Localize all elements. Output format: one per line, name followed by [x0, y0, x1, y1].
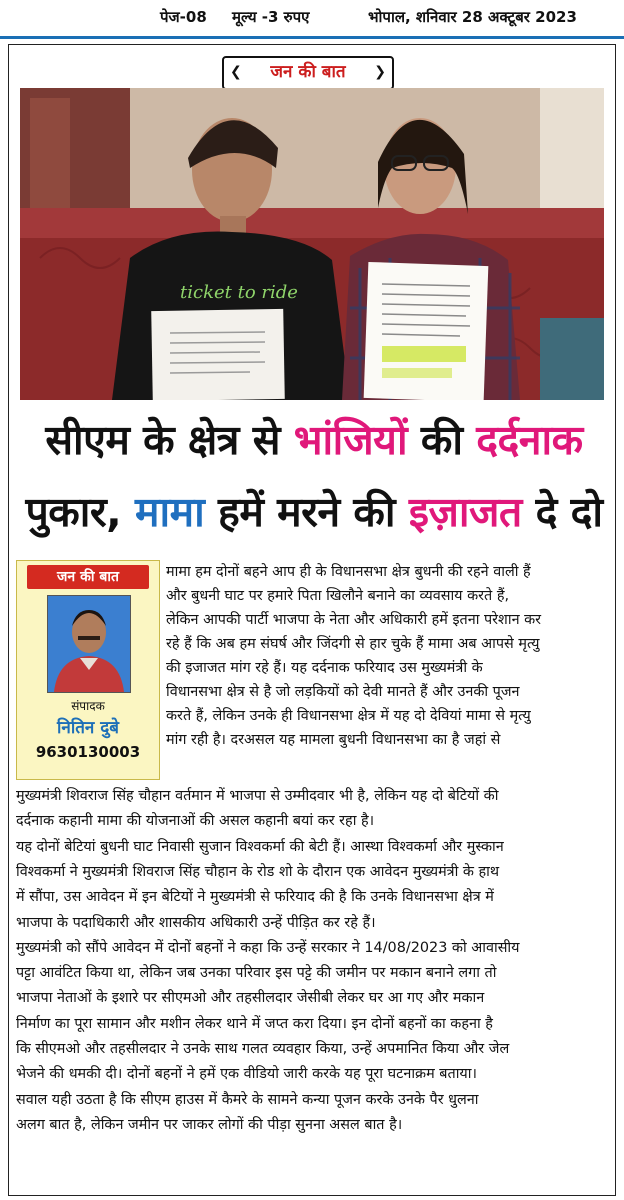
headline-line-1: [14, 412, 614, 468]
left-chevron-icon: ❮: [230, 64, 242, 80]
headline-segment: दे दो: [521, 488, 603, 536]
body-text-line: यह दोनों बेटियां बुधनी घाट निवासी सुजान विश्वकर्मा की बेटी हैं। आस्था विश्वकर्मा और मुस्कान: [16, 838, 504, 855]
editor-box: [16, 560, 160, 780]
body-text-line: सवाल यही उठता है कि सीएम हाउस में कैमरे के सामने कन्या पूजन करके उनके पैर धुलना: [16, 1091, 479, 1108]
body-text-line: मांग रही है। दरअसल यह मामला बुधनी विधानसभा का है जहां से: [166, 732, 501, 748]
news-photo: [20, 88, 604, 400]
editor-role: संपादक: [71, 699, 105, 713]
two-sisters-holding-letters-image: [20, 88, 604, 400]
headline-segment: दर्दनाक: [476, 416, 583, 464]
editor-photo: [47, 595, 131, 693]
headline-segment: हमें मरने की: [204, 488, 409, 536]
body-text-line: मुख्यमंत्री शिवराज सिंह चौहान वर्तमान में भाजपा से उम्मीदवार भी है, लेकिन यह दो बेटियों की: [16, 788, 499, 804]
body-text-line: अलग बात है, लेकिन जमीन पर जाकर लोगों की पीड़ा सुनना असल बात है।: [16, 1116, 403, 1133]
body-text-line: की इजाजत मांग रहे हैं। यह दर्दनाक फरियाद उस मुख्यमंत्री के: [166, 660, 483, 676]
body-text-line: निर्माण का पूरा सामान और मशीन लेकर थाने में जप्त करा दिया। इन दोनों बहनों का कहना है: [16, 1015, 493, 1032]
headline-segment: पुकार,: [25, 488, 135, 536]
headline-segment: मामा: [135, 488, 205, 536]
body-text-line: मुख्यमंत्री को सौंपे आवेदन में दोनों बहनों ने कहा कि उन्हें सरकार ने 14/08/2023 को आवासीय: [16, 939, 520, 956]
editor-phone: 9630130003: [35, 743, 141, 761]
body-text-line: भेजने की धमकी दी। दोनों बहनों ने हमें एक वीडियो जारी करके यह पूरा घटनाक्रम बताया।: [16, 1066, 477, 1083]
headline-segment: की: [407, 416, 477, 464]
headline-segment: इज़ाजत: [408, 488, 522, 536]
masthead: [0, 0, 624, 39]
headline-line-2: [14, 484, 614, 540]
body-text-line: विश्वकर्मा ने मुख्यमंत्री शिवराज सिंह चौहान के रोड शो के दौरान एक आवेदन मुख्यमंत्री के हाथ: [16, 863, 500, 880]
body-text-line: लेकिन आपकी पार्टी भाजपा के नेता और अधिकारी हमें इतना परेशान कर: [166, 612, 542, 628]
editor-portrait-image: [48, 596, 130, 692]
right-chevron-icon: ❯: [374, 64, 386, 80]
section-tag-label: जन की बात: [270, 62, 346, 82]
body-text-line: करते हैं, लेकिन उनके ही विधानसभा क्षेत्र में यह दो देवियां मामा से मृत्यु: [166, 708, 531, 724]
dateline: भोपाल, शनिवार 28 अक्टूबर 2023: [368, 8, 577, 26]
shirt-text: ticket to ride: [180, 282, 298, 303]
section-tag: [222, 56, 394, 90]
body-text-line: भाजपा के पदाधिकारी और शासकीय अधिकारी उन्हें पीड़ित कर रहे हैं।: [16, 914, 376, 931]
body-text-line: कि सीएमओ और तहसीलदार ने उनके साथ गलत व्यवहार किया, उन्हें अपमानित किया और जेल: [16, 1041, 510, 1057]
page-number: पेज-08: [160, 8, 207, 26]
editor-tag: जन की बात: [27, 565, 149, 589]
headline-segment: भांजियों: [293, 416, 408, 464]
body-text-line: पट्टा आवंटित किया था, लेकिन जब उनका परिवार इस पट्टे की जमीन पर मकान बनाने लगा तो: [16, 965, 497, 982]
editor-name: नितिन दुबे: [56, 718, 120, 738]
body-text-line: दर्दनाक कहानी मामा की योजनाओं की असल कहानी बयां कर रहा है।: [16, 813, 375, 830]
body-text-line: भाजपा नेताओं के इशारे पर सीएमओ और तहसीलदार जेसीबी लेकर घर आ गए और मकान: [16, 990, 485, 1007]
body-text-line: रहे हैं कि अब हम संघर्ष और जिंदगी से हार चुके हैं मामा अब आपसे मृत्यु: [166, 636, 540, 652]
headline-segment: सीएम के क्षेत्र से: [45, 416, 294, 464]
body-text-line: मामा हम दोनों बहने आप ही के विधानसभा क्षेत्र बुधनी की रहने वाली हैं: [166, 564, 531, 580]
body-text-line: विधानसभा क्षेत्र से है जो लड़कियों को देवी मानते हैं और उनकी पूजन: [166, 684, 520, 700]
body-text-line: और बुधनी घाट पर हमारे पिता खिलौने बनाने का व्यवसाय करते हैं,: [166, 588, 510, 604]
price: मूल्य -3 रुपए: [232, 8, 310, 26]
body-text-line: में सौंपा, उस आवेदन में इन बेटियों ने मुख्यमंत्री से फरियाद की है कि उनके विधानसभा क्षेत्र में: [16, 889, 494, 906]
